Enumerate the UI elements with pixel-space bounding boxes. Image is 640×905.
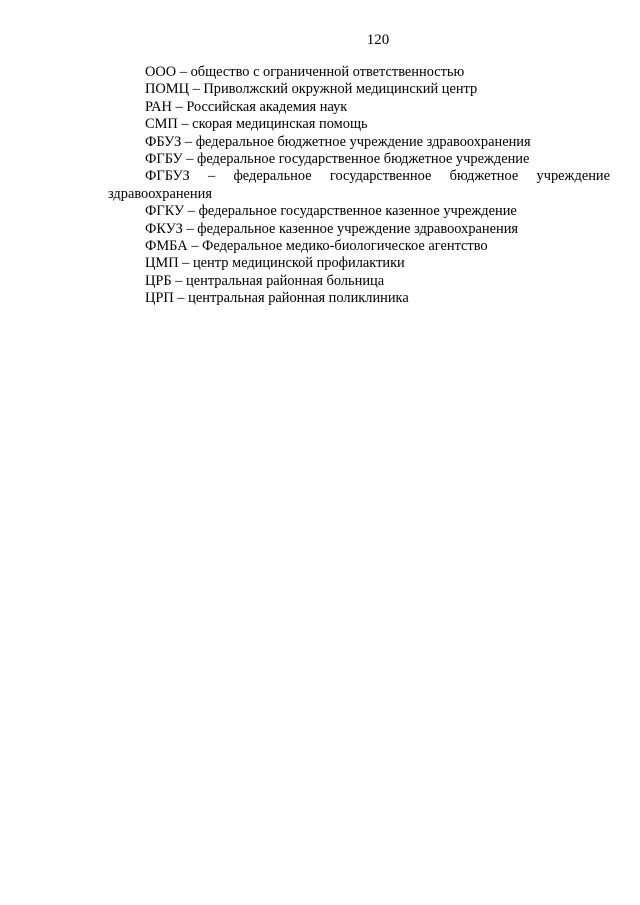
list-item: ФГБУ – федеральное государственное бюджетное учреждение: [145, 151, 530, 168]
list-item-line: ФГБУЗ – федеральное государственное бюджетное учреждение: [145, 168, 610, 185]
list-item: РАН – Российская академия наук: [145, 98, 348, 115]
list-item: ФГКУ – федеральное государственное казенное учреждение: [145, 203, 517, 220]
list-item: ПОМЦ – Приволжский окружной медицинский центр: [145, 81, 478, 98]
list-item: СМП – скорая медицинская помощь: [145, 116, 368, 133]
list-item: [108, 168, 610, 203]
list-item: ЦРП – центральная районная поликлиника: [145, 290, 409, 307]
list-item: ФМБА – Федеральное медико-биологическое агентство: [145, 238, 488, 255]
list-item-continuation: здравоохранения: [108, 185, 212, 202]
list-item: ЦМП – центр медицинской профилактики: [145, 255, 405, 272]
list-item: ФКУЗ – федеральное казенное учреждение здравоохранения: [145, 220, 519, 237]
list-item: ООО – общество с ограниченной ответственностью: [145, 64, 465, 80]
list-item: ФБУЗ – федеральное бюджетное учреждение здравоохранения: [145, 133, 531, 150]
abbreviation-list: [108, 64, 610, 308]
page-number: 120: [366, 32, 390, 48]
list-item: ЦРБ – центральная районная больница: [145, 272, 385, 289]
